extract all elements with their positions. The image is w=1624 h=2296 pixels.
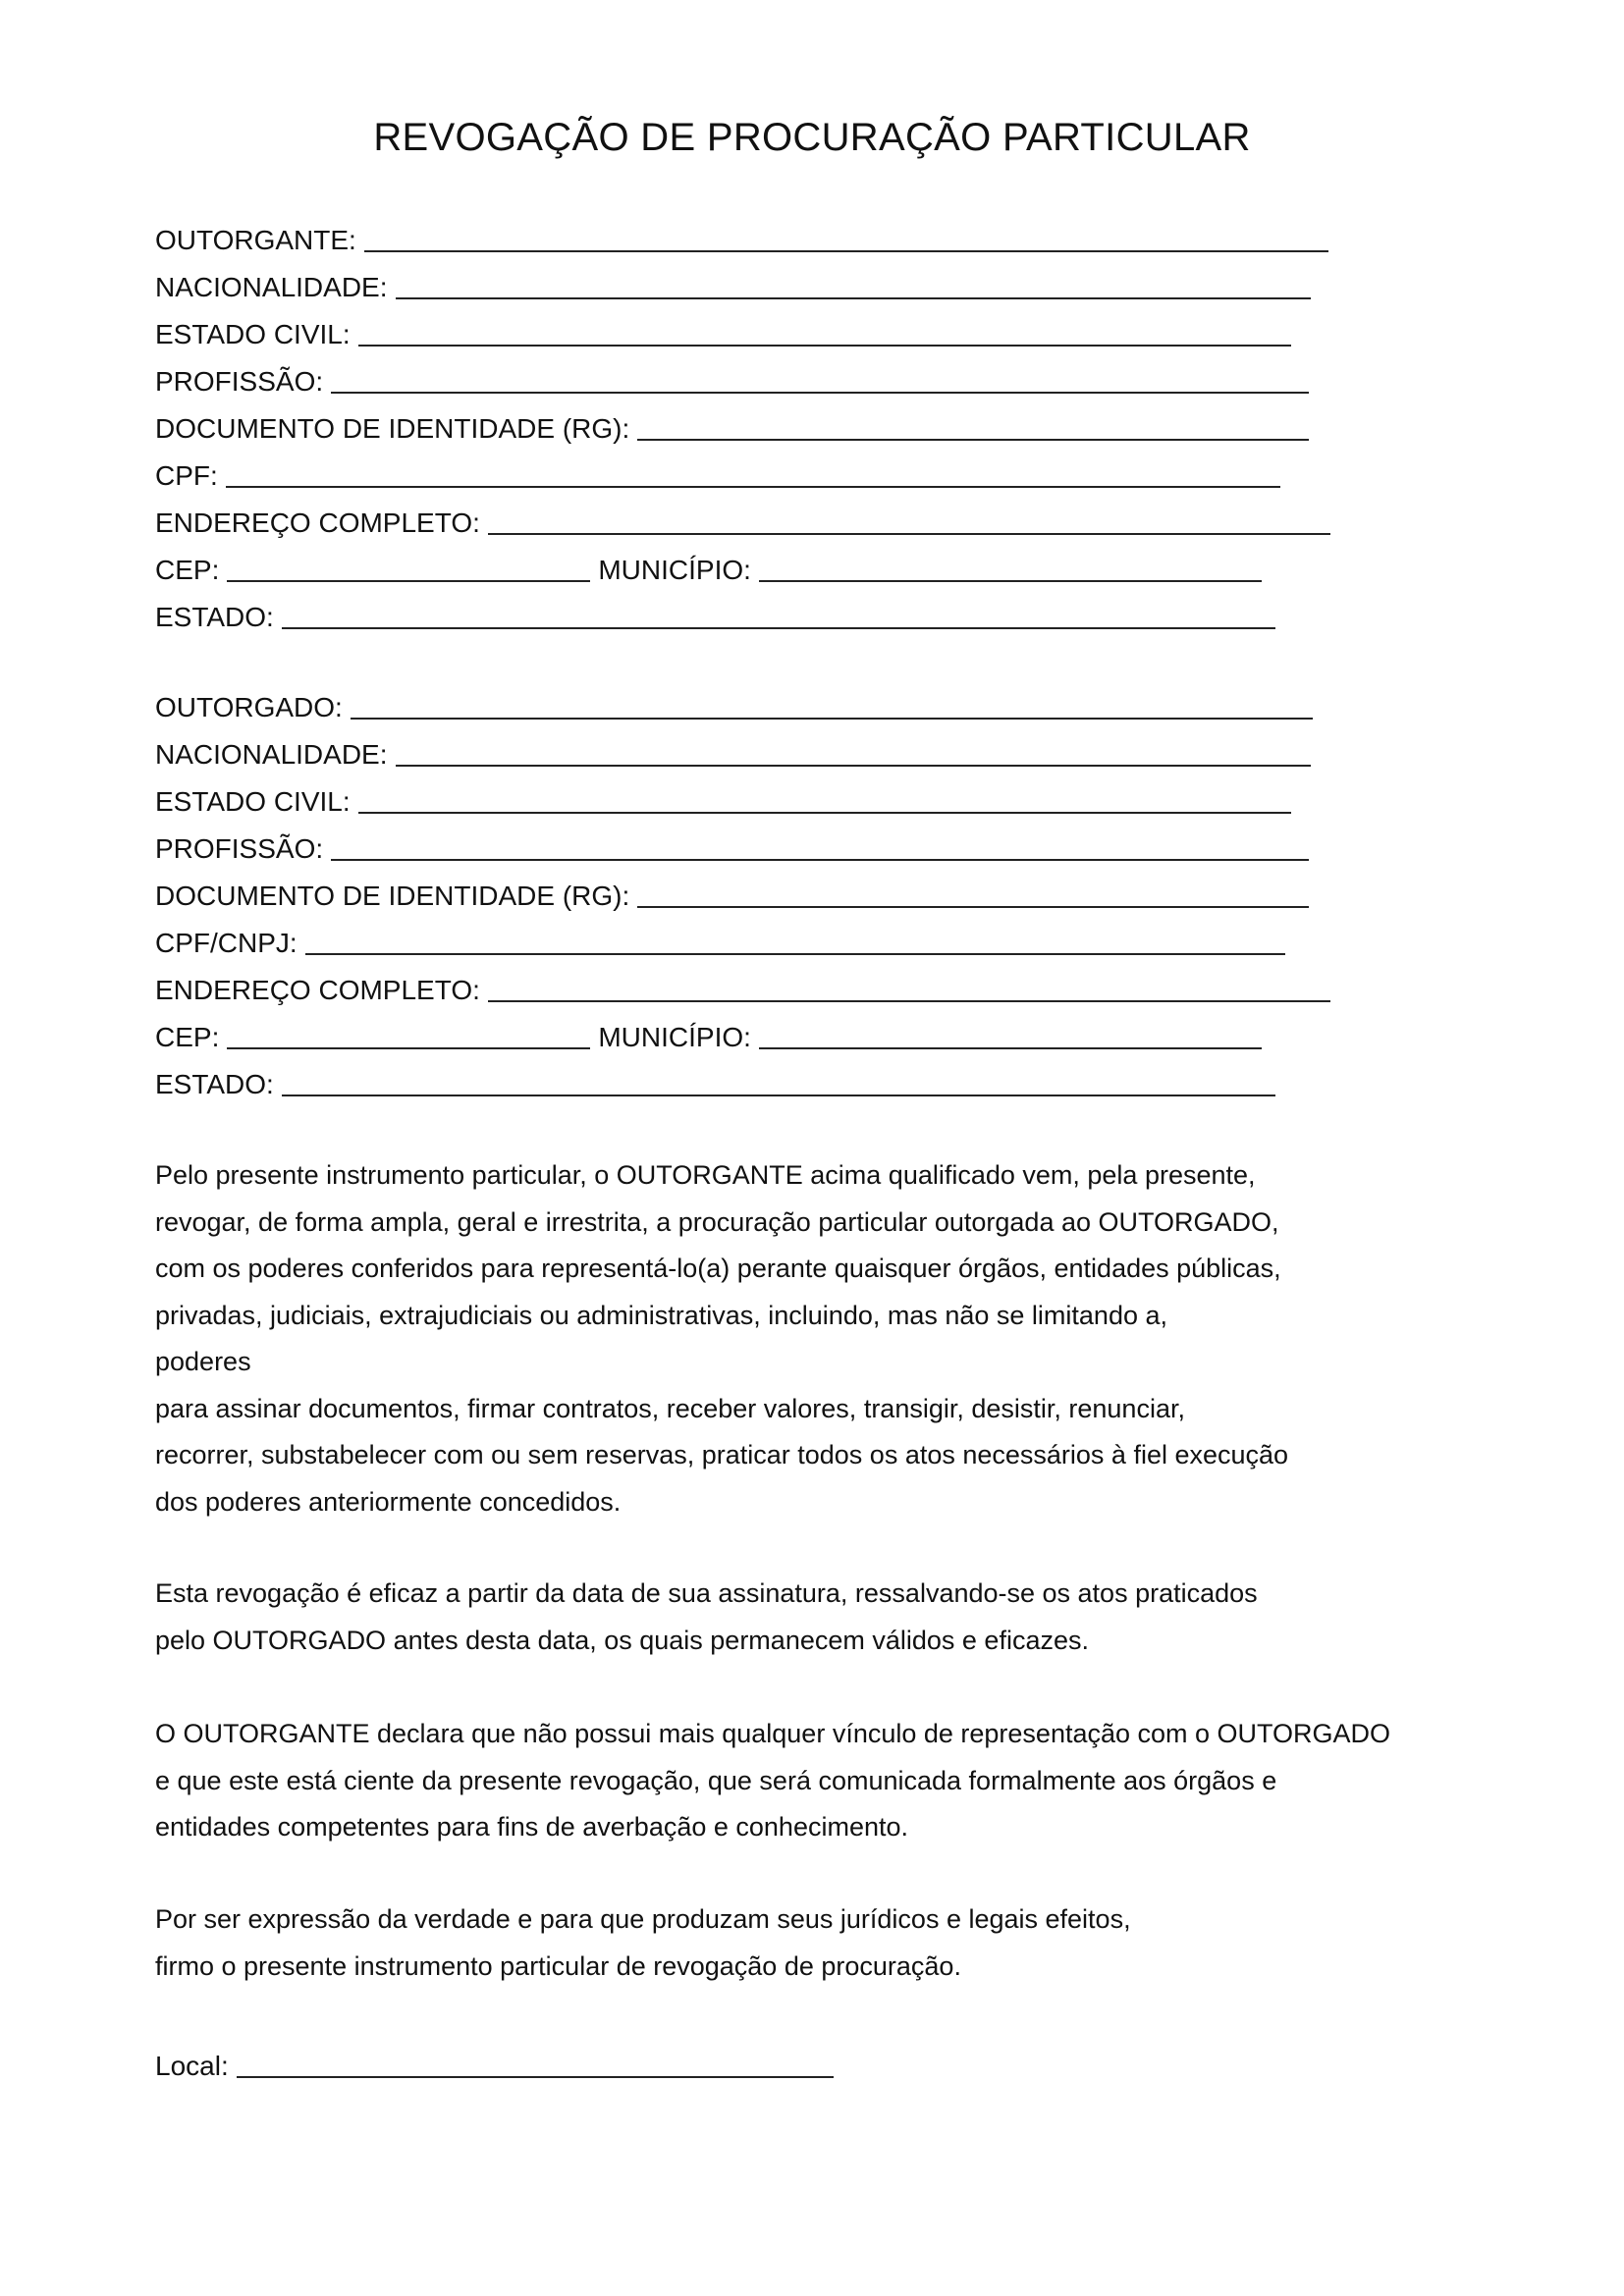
endereco-label: ENDEREÇO COMPLETO: bbox=[155, 975, 480, 1005]
local-field bbox=[155, 2047, 834, 2082]
profissao-label: PROFISSÃO: bbox=[155, 833, 324, 864]
estado-input-line[interactable] bbox=[282, 602, 1275, 629]
paragraph-line: com os poderes conferidos para representá-lo(a) perante quaisquer órgãos, entidades públicas, bbox=[155, 1254, 1281, 1283]
nacionalidade-input-line[interactable] bbox=[396, 739, 1311, 767]
outorgado-nacionalidade-field bbox=[155, 735, 1311, 771]
paragraph-line: e que este está ciente da presente revogação, que será comunicada formalmente aos órgãos e bbox=[155, 1765, 1277, 1795]
rg-input-line[interactable] bbox=[637, 881, 1309, 908]
outorgado-estado-field bbox=[155, 1065, 1275, 1100]
outorgante-rg-field bbox=[155, 409, 1309, 445]
paragraph-line: para assinar documentos, firmar contratos, receber valores, transigir, desistir, renunciar, bbox=[155, 1393, 1185, 1423]
profissao-input-line[interactable] bbox=[331, 366, 1309, 394]
paragraph-line: Por ser expressão da verdade e para que produzam seus jurídicos e legais efeitos, bbox=[155, 1904, 1131, 1934]
outorgante-profissao-field bbox=[155, 362, 1309, 398]
paragraph-line: entidades competentes para fins de averbação e conhecimento. bbox=[155, 1812, 908, 1842]
endereco-label: ENDEREÇO COMPLETO: bbox=[155, 507, 480, 538]
rg-label: DOCUMENTO DE IDENTIDADE (RG): bbox=[155, 881, 630, 911]
outorgante-endereco-field bbox=[155, 504, 1330, 539]
outorgado-field bbox=[155, 688, 1313, 723]
rg-label: DOCUMENTO DE IDENTIDADE (RG): bbox=[155, 413, 630, 444]
endereco-input-line[interactable] bbox=[488, 507, 1330, 535]
estado-civil-input-line[interactable] bbox=[358, 319, 1291, 347]
declaration-paragraph bbox=[155, 1711, 1481, 1851]
outorgado-label: OUTORGADO: bbox=[155, 692, 343, 722]
cep-input-line[interactable] bbox=[227, 555, 590, 582]
paragraph-line: dos poderes anteriormente concedidos. bbox=[155, 1486, 622, 1517]
estado-label: ESTADO: bbox=[155, 1069, 274, 1099]
document-title: REVOGAÇÃO DE PROCURAÇÃO PARTICULAR bbox=[373, 116, 1251, 159]
local-label: Local: bbox=[155, 2051, 229, 2081]
outorgado-estado-civil-field bbox=[155, 782, 1291, 818]
paragraph-line: O OUTORGANTE declara que não possui mais qualquer vínculo de representação com o OUTORGADO bbox=[155, 1719, 1391, 1748]
outorgante-estado-field bbox=[155, 598, 1275, 633]
outorgado-input-line[interactable] bbox=[351, 692, 1313, 720]
paragraph-line: Esta revogação é eficaz a partir da data de sua assinatura, ressalvando-se os atos praticados bbox=[155, 1578, 1258, 1608]
outorgado-rg-field bbox=[155, 877, 1309, 912]
outorgado-cep-municipio-field bbox=[155, 1018, 1262, 1053]
outorgado-profissao-field bbox=[155, 829, 1309, 865]
outorgante-nacionalidade-field bbox=[155, 268, 1311, 303]
estado-civil-label: ESTADO CIVIL: bbox=[155, 319, 351, 349]
municipio-input-line[interactable] bbox=[759, 555, 1262, 582]
cpf-cnpj-input-line[interactable] bbox=[305, 928, 1285, 955]
paragraph-line: poderes bbox=[155, 1347, 251, 1376]
estado-civil-input-line[interactable] bbox=[358, 786, 1291, 814]
paragraph-line: recorrer, substabelecer com ou sem reservas, praticar todos os atos necessários à fiel execução bbox=[155, 1440, 1289, 1469]
revocation-paragraph bbox=[155, 1152, 1481, 1525]
effectiveness-paragraph bbox=[155, 1571, 1481, 1664]
estado-input-line[interactable] bbox=[282, 1069, 1275, 1096]
outorgante-cpf-field bbox=[155, 456, 1280, 492]
local-input-line[interactable] bbox=[237, 2051, 834, 2078]
outorgante-label: OUTORGANTE: bbox=[155, 225, 356, 255]
cep-label: CEP: bbox=[155, 555, 220, 585]
endereco-input-line[interactable] bbox=[488, 975, 1330, 1002]
outorgante-cep-municipio-field bbox=[155, 551, 1262, 586]
outorgado-cpf-cnpj-field bbox=[155, 924, 1285, 959]
cep-input-line[interactable] bbox=[227, 1022, 590, 1049]
rg-input-line[interactable] bbox=[637, 413, 1309, 441]
municipio-input-line[interactable] bbox=[759, 1022, 1262, 1049]
outorgante-estado-civil-field bbox=[155, 315, 1291, 350]
closing-paragraph bbox=[155, 1896, 1481, 1990]
cpf-cnpj-label: CPF/CNPJ: bbox=[155, 928, 298, 958]
paragraph-line: firmo o presente instrumento particular de revogação de procuração. bbox=[155, 1950, 961, 1981]
municipio-label: MUNICÍPIO: bbox=[598, 555, 751, 585]
outorgado-endereco-field bbox=[155, 971, 1330, 1006]
outorgante-field bbox=[155, 221, 1328, 256]
paragraph-line: pelo OUTORGADO antes desta data, os quais permanecem válidos e eficazes. bbox=[155, 1625, 1089, 1655]
nacionalidade-input-line[interactable] bbox=[396, 272, 1311, 299]
nacionalidade-label: NACIONALIDADE: bbox=[155, 739, 388, 770]
profissao-label: PROFISSÃO: bbox=[155, 366, 324, 397]
outorgante-input-line[interactable] bbox=[364, 225, 1328, 252]
cpf-label: CPF: bbox=[155, 460, 218, 491]
nacionalidade-label: NACIONALIDADE: bbox=[155, 272, 388, 302]
estado-civil-label: ESTADO CIVIL: bbox=[155, 786, 351, 817]
profissao-input-line[interactable] bbox=[331, 833, 1309, 861]
paragraph-line: revogar, de forma ampla, geral e irrestrita, a procuração particular outorgada ao OUTORGADO, bbox=[155, 1206, 1279, 1237]
cpf-input-line[interactable] bbox=[226, 460, 1280, 488]
paragraph-line: Pelo presente instrumento particular, o OUTORGANTE acima qualificado vem, pela presente, bbox=[155, 1160, 1256, 1190]
estado-label: ESTADO: bbox=[155, 602, 274, 632]
cep-label: CEP: bbox=[155, 1022, 220, 1052]
paragraph-line: privadas, judiciais, extrajudiciais ou administrativas, incluindo, mas não se limitando a, bbox=[155, 1300, 1167, 1330]
municipio-label: MUNICÍPIO: bbox=[598, 1022, 751, 1052]
